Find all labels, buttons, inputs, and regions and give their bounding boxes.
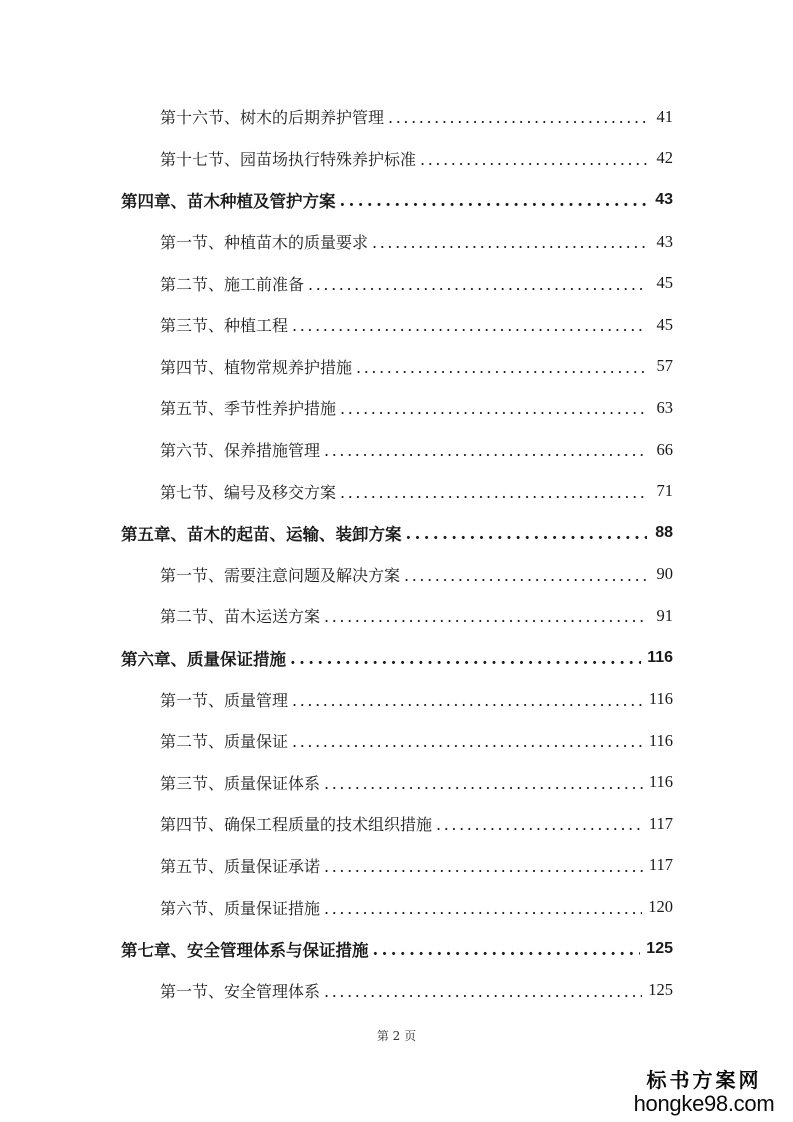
toc-dot-leader: [388, 108, 647, 127]
toc-entry-title: 第十七节、园苗场执行特殊养护标准: [160, 149, 417, 169]
toc-dot-leader: [340, 399, 647, 418]
toc-entry-page: 116: [648, 689, 673, 709]
toc-entry-title: 第一节、需要注意问题及解决方案: [160, 565, 401, 585]
toc-dot-leader: [340, 483, 647, 502]
toc-section-row[interactable]: [0, 720, 793, 762]
toc-entry-page: 117: [648, 813, 673, 833]
toc-entry-page: 90: [656, 564, 673, 584]
toc-chapter-row[interactable]: [0, 512, 793, 554]
toc-entry-title: 第五节、质量保证承诺: [160, 856, 321, 876]
toc-section-row[interactable]: [0, 470, 793, 512]
toc-dot-leader: [372, 233, 647, 252]
toc-entry-page: 41: [656, 106, 673, 126]
toc-dot-leader: [324, 607, 647, 626]
toc-entry-title: 第七节、编号及移交方案: [160, 482, 337, 502]
toc-entry-page: 57: [656, 356, 673, 376]
toc-chapter-row[interactable]: [0, 928, 793, 970]
table-of-contents: [0, 96, 793, 1011]
toc-entry-title: 第二节、施工前准备: [160, 274, 305, 294]
toc-entry-title: 第六节、质量保证措施: [160, 898, 321, 918]
toc-entry-title: 第一节、种植苗木的质量要求: [160, 233, 369, 253]
toc-entry-title: 第四节、确保工程质量的技术组织措施: [160, 815, 433, 835]
toc-dot-leader: [292, 691, 643, 710]
toc-section-row[interactable]: [0, 429, 793, 471]
toc-entry-title: 第五章、苗木的起苗、运输、装卸方案: [121, 524, 402, 544]
toc-dot-leader: [340, 191, 648, 210]
toc-section-row[interactable]: [0, 762, 793, 804]
toc-section-row[interactable]: [0, 304, 793, 346]
toc-entry-title: 第三节、质量保证体系: [160, 773, 321, 793]
toc-entry-page: 42: [656, 148, 673, 168]
toc-dot-leader: [373, 940, 641, 959]
toc-dot-leader: [324, 441, 647, 460]
toc-entry-title: 第一节、安全管理体系: [160, 981, 321, 1001]
toc-section-row[interactable]: [0, 138, 793, 180]
toc-entry-page: 117: [648, 855, 673, 875]
toc-dot-leader: [324, 857, 643, 876]
toc-entry-page: 66: [656, 439, 673, 459]
toc-entry-title: 第七章、安全管理体系与保证措施: [121, 940, 369, 960]
toc-dot-leader: [420, 150, 647, 169]
toc-section-row[interactable]: [0, 346, 793, 388]
toc-entry-page: 116: [647, 648, 673, 666]
toc-section-row[interactable]: [0, 554, 793, 596]
toc-dot-leader: [404, 566, 647, 585]
toc-section-row[interactable]: [0, 96, 793, 138]
toc-entry-title: 第一节、质量管理: [160, 690, 289, 710]
toc-section-row[interactable]: [0, 803, 793, 845]
toc-entry-page: 120: [648, 897, 673, 917]
toc-entry-title: 第四章、苗木种植及管护方案: [121, 191, 336, 211]
toc-dot-leader: [308, 275, 647, 294]
page-number: 第 2 页: [376, 1029, 417, 1043]
toc-section-row[interactable]: [0, 595, 793, 637]
toc-entry-page: 45: [656, 273, 673, 293]
toc-entry-title: 第三节、种植工程: [160, 316, 289, 336]
toc-entry-page: 88: [655, 523, 673, 541]
toc-entry-page: 116: [648, 772, 673, 792]
toc-dot-leader: [324, 899, 642, 918]
toc-entry-title: 第二节、苗木运送方案: [160, 607, 321, 627]
toc-dot-leader: [292, 732, 643, 751]
toc-entry-title: 第二节、质量保证: [160, 732, 289, 752]
toc-dot-leader: [290, 649, 641, 668]
toc-entry-page: 45: [656, 314, 673, 334]
toc-dot-leader: [324, 774, 643, 793]
toc-entry-page: 91: [656, 605, 673, 625]
toc-section-row[interactable]: [0, 262, 793, 304]
toc-entry-title: 第四节、植物常规养护措施: [160, 357, 353, 377]
toc-section-row[interactable]: [0, 387, 793, 429]
watermark-name: 标书方案网: [646, 1068, 762, 1092]
toc-dot-leader: [436, 815, 643, 834]
toc-section-row[interactable]: [0, 678, 793, 720]
toc-section-row[interactable]: [0, 886, 793, 928]
toc-dot-leader: [324, 982, 642, 1001]
toc-chapter-row[interactable]: [0, 637, 793, 679]
toc-chapter-row[interactable]: [0, 179, 793, 221]
toc-entry-page: 43: [656, 231, 673, 251]
toc-entry-page: 125: [646, 939, 673, 957]
toc-section-row[interactable]: [0, 969, 793, 1011]
site-watermark: [629, 1068, 779, 1116]
toc-entry-title: 第六章、质量保证措施: [121, 649, 286, 669]
toc-entry-page: 43: [655, 190, 673, 208]
toc-entry-title: 第六节、保养措施管理: [160, 441, 321, 461]
toc-entry-title: 第五节、季节性养护措施: [160, 399, 337, 419]
toc-entry-page: 71: [656, 481, 673, 501]
toc-dot-leader: [356, 358, 647, 377]
watermark-url: hongke98.com: [633, 1091, 775, 1116]
toc-entry-title: 第十六节、树木的后期养护管理: [160, 108, 385, 128]
toc-dot-leader: [292, 316, 647, 335]
toc-section-row[interactable]: [0, 221, 793, 263]
toc-section-row[interactable]: [0, 845, 793, 887]
toc-entry-page: 116: [648, 730, 673, 750]
toc-dot-leader: [406, 524, 648, 543]
toc-entry-page: 63: [656, 397, 673, 417]
toc-entry-page: 125: [648, 980, 673, 1000]
